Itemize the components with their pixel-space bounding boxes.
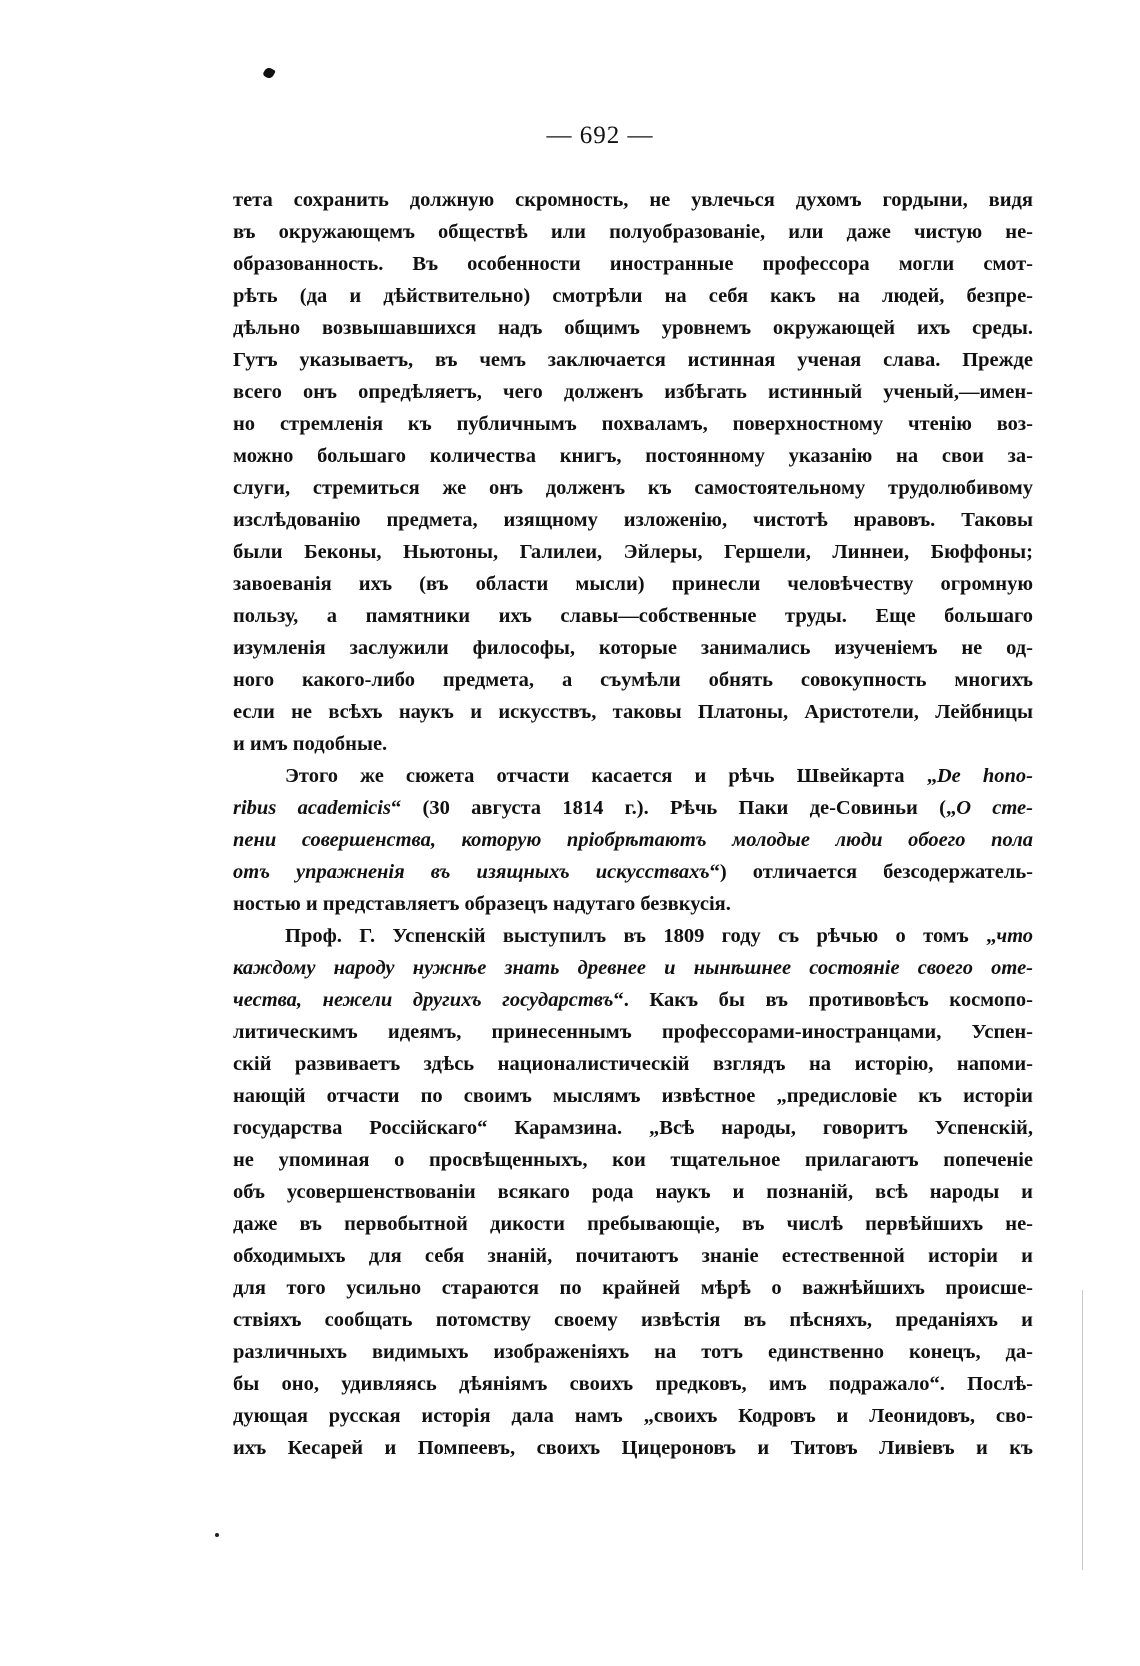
text-run: изумленія заслужили философы, которые занимались изученіемъ не од-	[233, 637, 1033, 659]
text-run: дѣльно возвышавшихся надъ общимъ уровнемъ окружающей ихъ среды.	[233, 317, 1033, 339]
italic-text-run: каждому народу нужнѣе знать древнее и нынѣшнее состояніе своего оте-	[233, 957, 1033, 979]
page-edge-line	[1082, 1290, 1083, 1570]
text-line	[233, 1368, 1033, 1400]
text-run: литическимъ идеямъ, принесеннымъ профессорами-иностранцами, Успен-	[233, 1021, 1033, 1043]
italic-text-run: О сте-	[956, 797, 1033, 819]
italic-text-run: пени совершенства, которую пріобрѣтаютъ молодые люди обоего пола	[233, 829, 1033, 851]
italic-text-run: ribus academicis	[233, 797, 391, 819]
text-line	[233, 856, 1033, 888]
text-line	[233, 600, 1033, 632]
text-run: обходимыхъ для себя знаній, почитаютъ знаніе естественной исторіи и	[233, 1245, 1033, 1267]
text-run: для того усильно стараются по крайней мѣрѣ о важнѣйшихъ происше-	[233, 1277, 1033, 1299]
text-line	[233, 1080, 1033, 1112]
text-run: Проф. Г. Успенскій выступилъ въ 1809 году съ рѣчью о томъ „	[285, 925, 997, 947]
text-line	[233, 1304, 1033, 1336]
text-line	[233, 760, 1033, 792]
text-run: если не всѣхъ наукъ и искусствъ, таковы Платоны, Аристотели, Лейбницы	[233, 701, 1033, 723]
text-run: всего онъ опредѣляетъ, чего долженъ избѣгать истинный ученый,—имен-	[233, 381, 1033, 403]
text-line	[233, 824, 1033, 856]
text-line	[233, 632, 1033, 664]
text-line	[233, 1176, 1033, 1208]
text-run: дующая русская исторія дала намъ „своихъ Кодровъ и Леонидовъ, сво-	[233, 1405, 1033, 1427]
text-line	[233, 280, 1033, 312]
text-line	[233, 664, 1033, 696]
text-line	[233, 888, 1033, 920]
text-run: изслѣдованію предмета, изящному изложенію, чистотѣ нравовъ. Таковы	[233, 509, 1033, 531]
text-line	[233, 1240, 1033, 1272]
text-line	[233, 1272, 1033, 1304]
text-run: въ окружающемъ обществѣ или полуобразованіе, или даже чистую не-	[233, 221, 1033, 243]
ink-speck	[215, 1533, 219, 1537]
body-text	[233, 184, 1033, 1464]
text-line	[233, 1336, 1033, 1368]
italic-text-run: отъ упражненія въ изящныхъ искусствахъ	[233, 861, 710, 883]
text-line	[233, 696, 1033, 728]
text-line	[233, 1112, 1033, 1144]
text-line	[233, 728, 1033, 760]
text-line	[233, 344, 1033, 376]
text-run: можно большаго количества книгъ, постоянному указанію на свои за-	[233, 445, 1033, 467]
text-line	[233, 1432, 1033, 1464]
text-run: скій развиваетъ здѣсь националистическій взглядъ на исторію, напоми-	[233, 1053, 1033, 1075]
text-run: не упоминая о просвѣщенныхъ, кои тщательное прилагаютъ попеченіе	[233, 1149, 1033, 1171]
text-line	[233, 504, 1033, 536]
text-line	[233, 312, 1033, 344]
italic-text-run: что	[996, 925, 1033, 947]
text-run: ствіяхъ сообщать потомству своему извѣстія въ пѣсняхъ, преданіяхъ и	[233, 1309, 1033, 1331]
text-run: ихъ Кесарей и Помпеевъ, своихъ Цицероновъ и Титовъ Ливіевъ и къ	[233, 1437, 1033, 1459]
text-run: “) отличается безсодержатель-	[709, 861, 1033, 883]
italic-text-run: чества, нежели другихъ государствъ	[233, 989, 614, 1011]
text-line	[233, 1400, 1033, 1432]
text-run: даже въ первобытной дикости пребывающіе, въ числѣ первѣйшихъ не-	[233, 1213, 1033, 1235]
text-run: государства Россійскаго“ Карамзина. „Всѣ народы, говоритъ Успенскій,	[233, 1117, 1033, 1139]
text-run: тета сохранить должную скромность, не увлечься духомъ гордыни, видя	[233, 189, 1033, 211]
text-run: “. Какъ бы въ противовѣсъ космопо-	[613, 989, 1033, 1011]
page-number-text: — 692 —	[546, 122, 654, 149]
text-run: “ (30 августа 1814 г.). Рѣчь Паки де-Совиньи („	[390, 797, 957, 819]
text-line	[233, 248, 1033, 280]
ink-speck	[262, 66, 276, 80]
text-run: ностью и представляетъ образецъ надутаго безвкусія.	[233, 893, 731, 915]
text-line	[233, 1208, 1033, 1240]
text-line	[233, 952, 1033, 984]
italic-text-run: De hono-	[936, 765, 1033, 787]
text-line	[233, 1016, 1033, 1048]
text-run: и имъ подобные.	[233, 733, 388, 755]
text-line	[233, 408, 1033, 440]
text-line	[233, 472, 1033, 504]
text-run: объ усовершенствованіи всякаго рода наукъ и познаній, всѣ народы и	[233, 1181, 1033, 1203]
text-line	[233, 184, 1033, 216]
text-line	[233, 984, 1033, 1016]
text-line	[233, 1048, 1033, 1080]
text-line	[233, 216, 1033, 248]
text-run: Гутъ указываетъ, въ чемъ заключается истинная ученая слава. Прежде	[233, 349, 1033, 371]
text-run: рѣть (да и дѣйствительно) смотрѣли на себя какъ на людей, безпре-	[233, 285, 1033, 307]
text-line	[233, 536, 1033, 568]
text-run: были Беконы, Ньютоны, Галилеи, Эйлеры, Гершели, Линнеи, Бюффоны;	[233, 541, 1033, 563]
text-line	[233, 920, 1033, 952]
text-run: пользу, а памятники ихъ славы—собственные труды. Еще большаго	[233, 605, 1033, 627]
text-line	[233, 568, 1033, 600]
text-run: слуги, стремиться же онъ долженъ къ самостоятельному трудолюбивому	[233, 477, 1033, 499]
text-run: Этого же сюжета отчасти касается и рѣчь Швейкарта „	[285, 765, 937, 787]
text-run: ного какого-либо предмета, а съумѣли обнять совокупность многихъ	[233, 669, 1033, 691]
text-line	[233, 376, 1033, 408]
text-run: различныхъ видимыхъ изображеніяхъ на тотъ единственно конецъ, да-	[233, 1341, 1033, 1363]
text-run: образованность. Въ особенности иностранные профессора могли смот-	[233, 253, 1033, 275]
text-run: но стремленія къ публичнымъ похваламъ, поверхностному чтенію воз-	[233, 413, 1033, 435]
text-line	[233, 1144, 1033, 1176]
text-line	[233, 440, 1033, 472]
text-line	[233, 792, 1033, 824]
page-number	[0, 122, 1140, 150]
text-run: завоеванія ихъ (въ области мысли) принесли человѣчеству огромную	[233, 573, 1033, 595]
text-run: бы оно, удивляясь дѣяніямъ своихъ предковъ, имъ подражало“. Послѣ-	[233, 1373, 1033, 1395]
text-run: нающій отчасти по своимъ мыслямъ извѣстное „предисловіе къ исторіи	[233, 1085, 1033, 1107]
